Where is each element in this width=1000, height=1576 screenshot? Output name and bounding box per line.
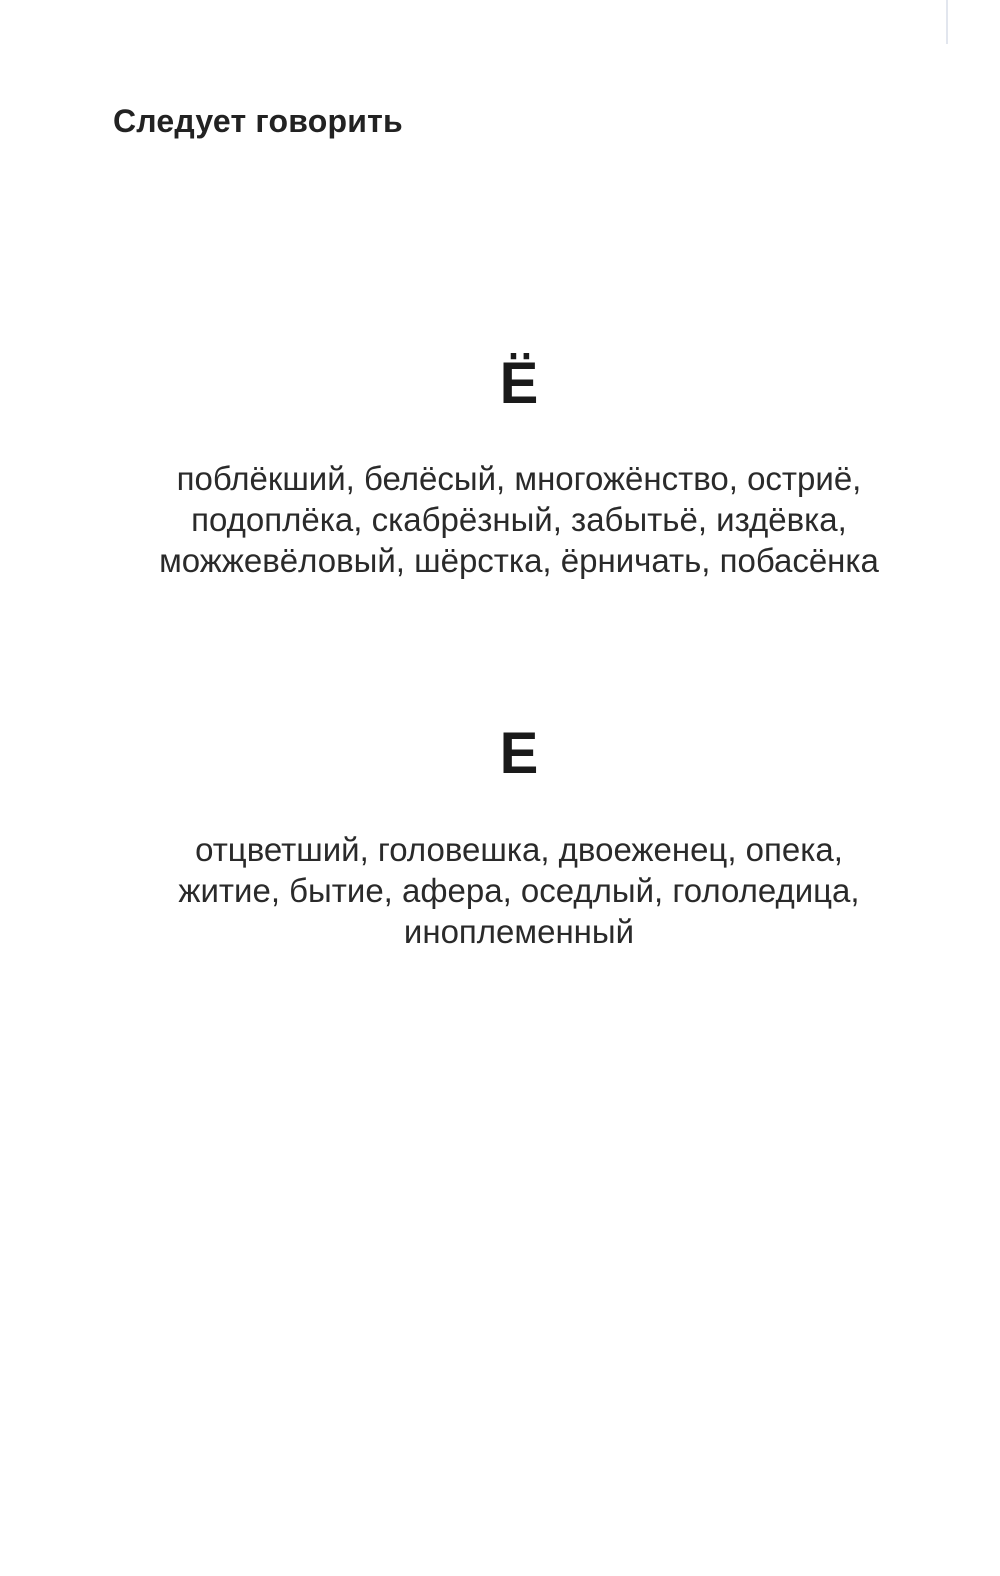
word-line: подоплёка, скабрёзный, забытьё, издёвка, [191,501,847,538]
word-list-yo [0,458,1000,581]
word-line: поблёкший, белёсый, многожёнство, остриё, [176,460,862,497]
section-letter-ye: Е [499,721,539,786]
word-line: отцветший, головешка, двоеженец, опека, [195,831,843,868]
page-heading: Следует говорить [113,103,403,139]
section-letter-yo: Ё [499,351,539,416]
word-line: можжевёловый, шёрстка, ёрничать, побасёнка [159,542,879,579]
page-edge-line [946,0,948,44]
word-line: житие, бытие, афера, оседлый, гололедица, [178,872,860,909]
word-line: иноплеменный [403,913,635,950]
word-list-ye [0,829,1000,952]
